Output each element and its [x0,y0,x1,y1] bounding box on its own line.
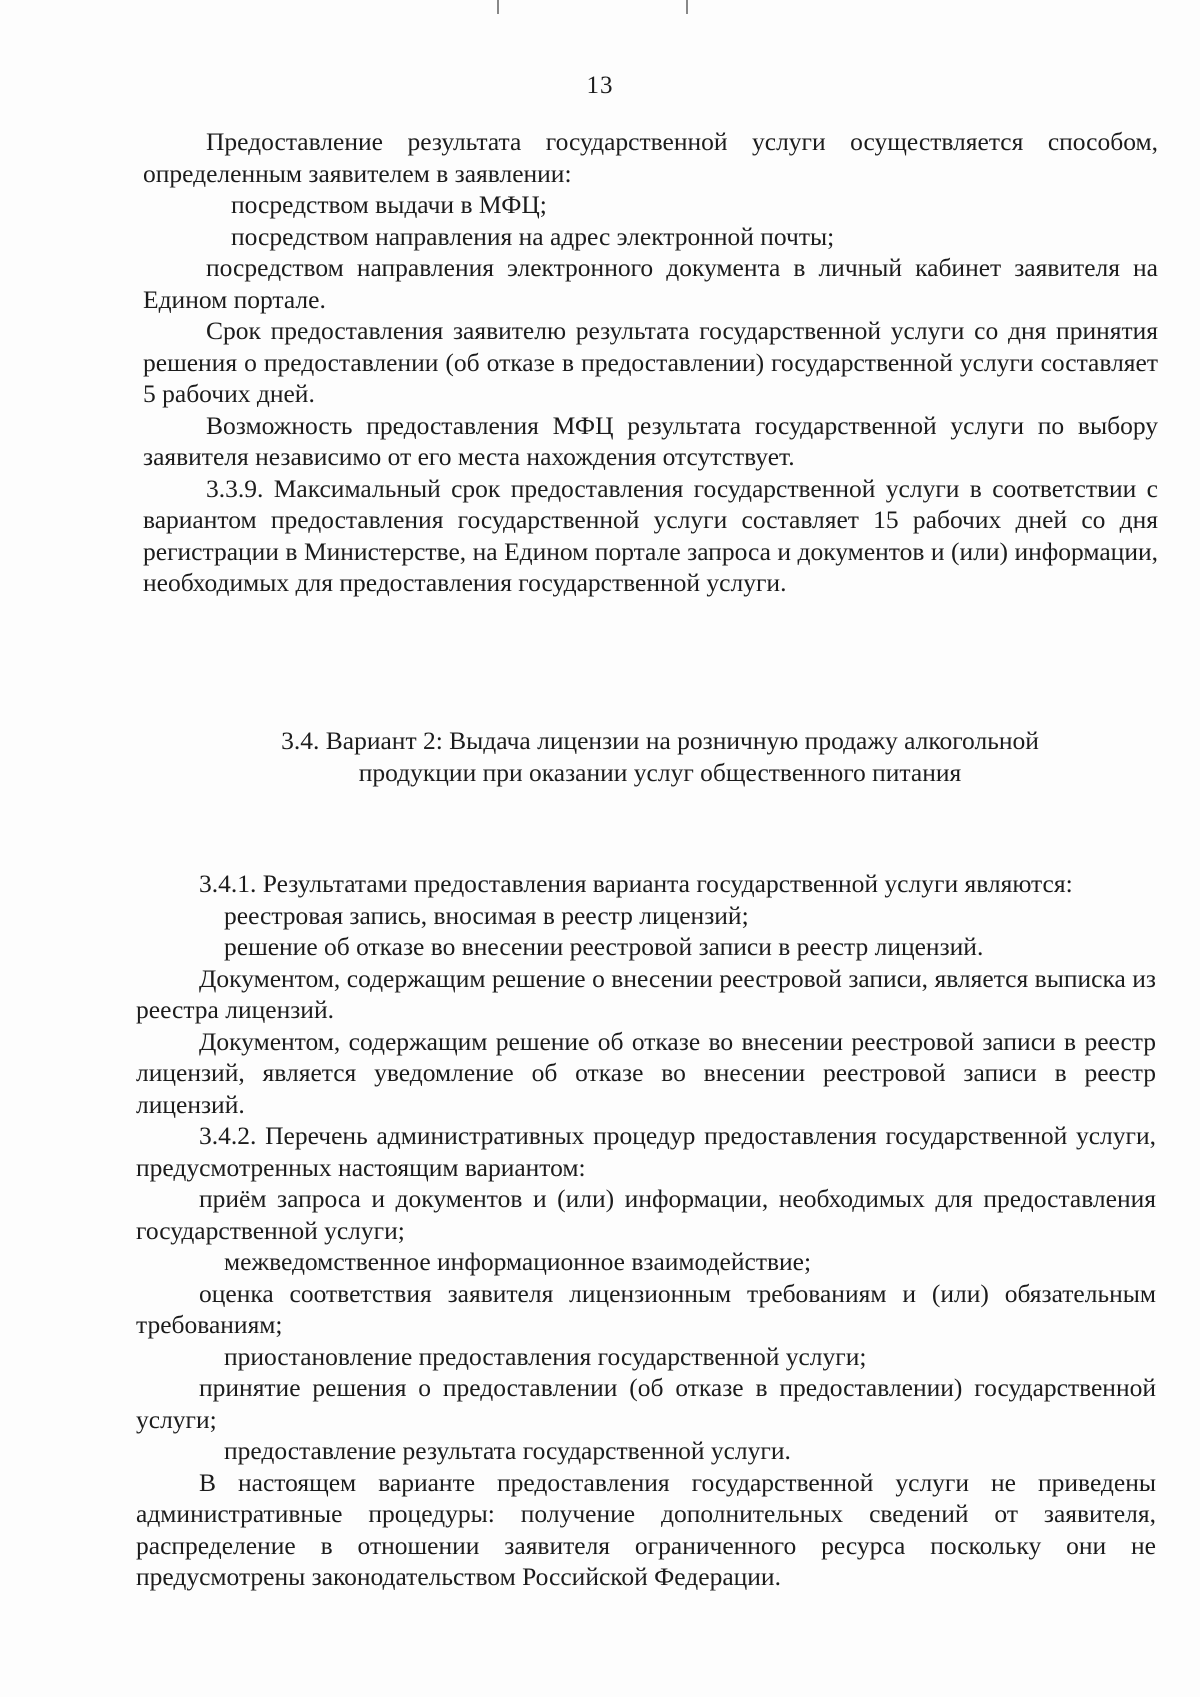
paragraph: 3.3.9. Максимальный срок предоставления государственной услуги в соответствии с вариантом предоставления государственной услуги составляет 15 рабочих дней со дня регистрации в Министерстве, на Едином портале запроса и документов и (или) информации, необходимых для предоставления государственной услуги. [143,473,1158,597]
paragraph: посредством направления электронного документа в личный кабинет заявителя на Едином портале. [143,253,1158,314]
list-item: решение об отказе во внесении реестровой записи в реестр лицензий. [224,932,984,961]
list-item: предоставление результата государственной услуги. [224,1436,791,1465]
paragraph: оценка соответствия заявителя лицензионным требованиям и (или) обязательным требованиям; [136,1278,1156,1339]
list-item: межведомственное информационное взаимодействие; [224,1247,812,1276]
scan-mark [497,0,499,14]
section-3-3-text [143,126,1158,599]
list-item: посредством направления на адрес электронной почты; [231,221,835,251]
scan-mark [686,0,688,14]
paragraph: Срок предоставления заявителю результата государственной услуги со дня принятия решения о предоставлении (об отказе в предоставлении) государственной услуги составляет 5 рабочих дней. [143,316,1158,408]
paragraph: Предоставление результата государственной услуги осуществляется способом, определенным заявителем в заявлении: [143,127,1158,188]
page-number: 13 [586,72,614,99]
paragraph: принятие решения о предоставлении (об отказе в предоставлении) государственной услуги; [136,1373,1156,1434]
paragraph: В настоящем варианте предоставления государственной услуги не приведены административные процедуры: получение дополнительных сведений от заявителя, распределение в отношении заявителя ограниченного ресурса поскольку они не предусмотрены законодательством Российской Федерации. [136,1467,1156,1591]
section-heading [210,725,1110,789]
section-3-4-text [136,868,1156,1593]
paragraph: 3.4.1. Результатами предоставления варианта государственной услуги являются: [199,869,1073,898]
list-item: посредством выдачи в МФЦ; [231,190,547,219]
paragraph: 3.4.2. Перечень административных процедур предоставления государственной услуги, предусмотренных настоящим вариантом: [136,1121,1156,1182]
list-item: реестровая запись, вносимая в реестр лицензий; [224,900,749,930]
paragraph: Документом, содержащим решение о внесении реестровой записи, является выписка из реестра лицензий. [136,963,1156,1024]
paragraph: Документом, содержащим решение об отказе во внесении реестровой записи в реестр лицензий, является уведомление об отказе во внесении реестровой записи в реестр лицензий. [136,1026,1156,1119]
list-item: приостановление предоставления государственной услуги; [224,1341,867,1371]
heading-line-2: продукции при оказании услуг общественного питания [358,758,962,787]
paragraph: Возможность предоставления МФЦ результата государственной услуги по выбору заявителя независимо от его места нахождения отсутствует. [143,410,1158,471]
heading-line-1: 3.4. Вариант 2: Выдача лицензии на розничную продажу алкогольной [281,726,1039,755]
paragraph: приём запроса и документов и (или) информации, необходимых для предоставления государственной услуги; [136,1184,1156,1245]
